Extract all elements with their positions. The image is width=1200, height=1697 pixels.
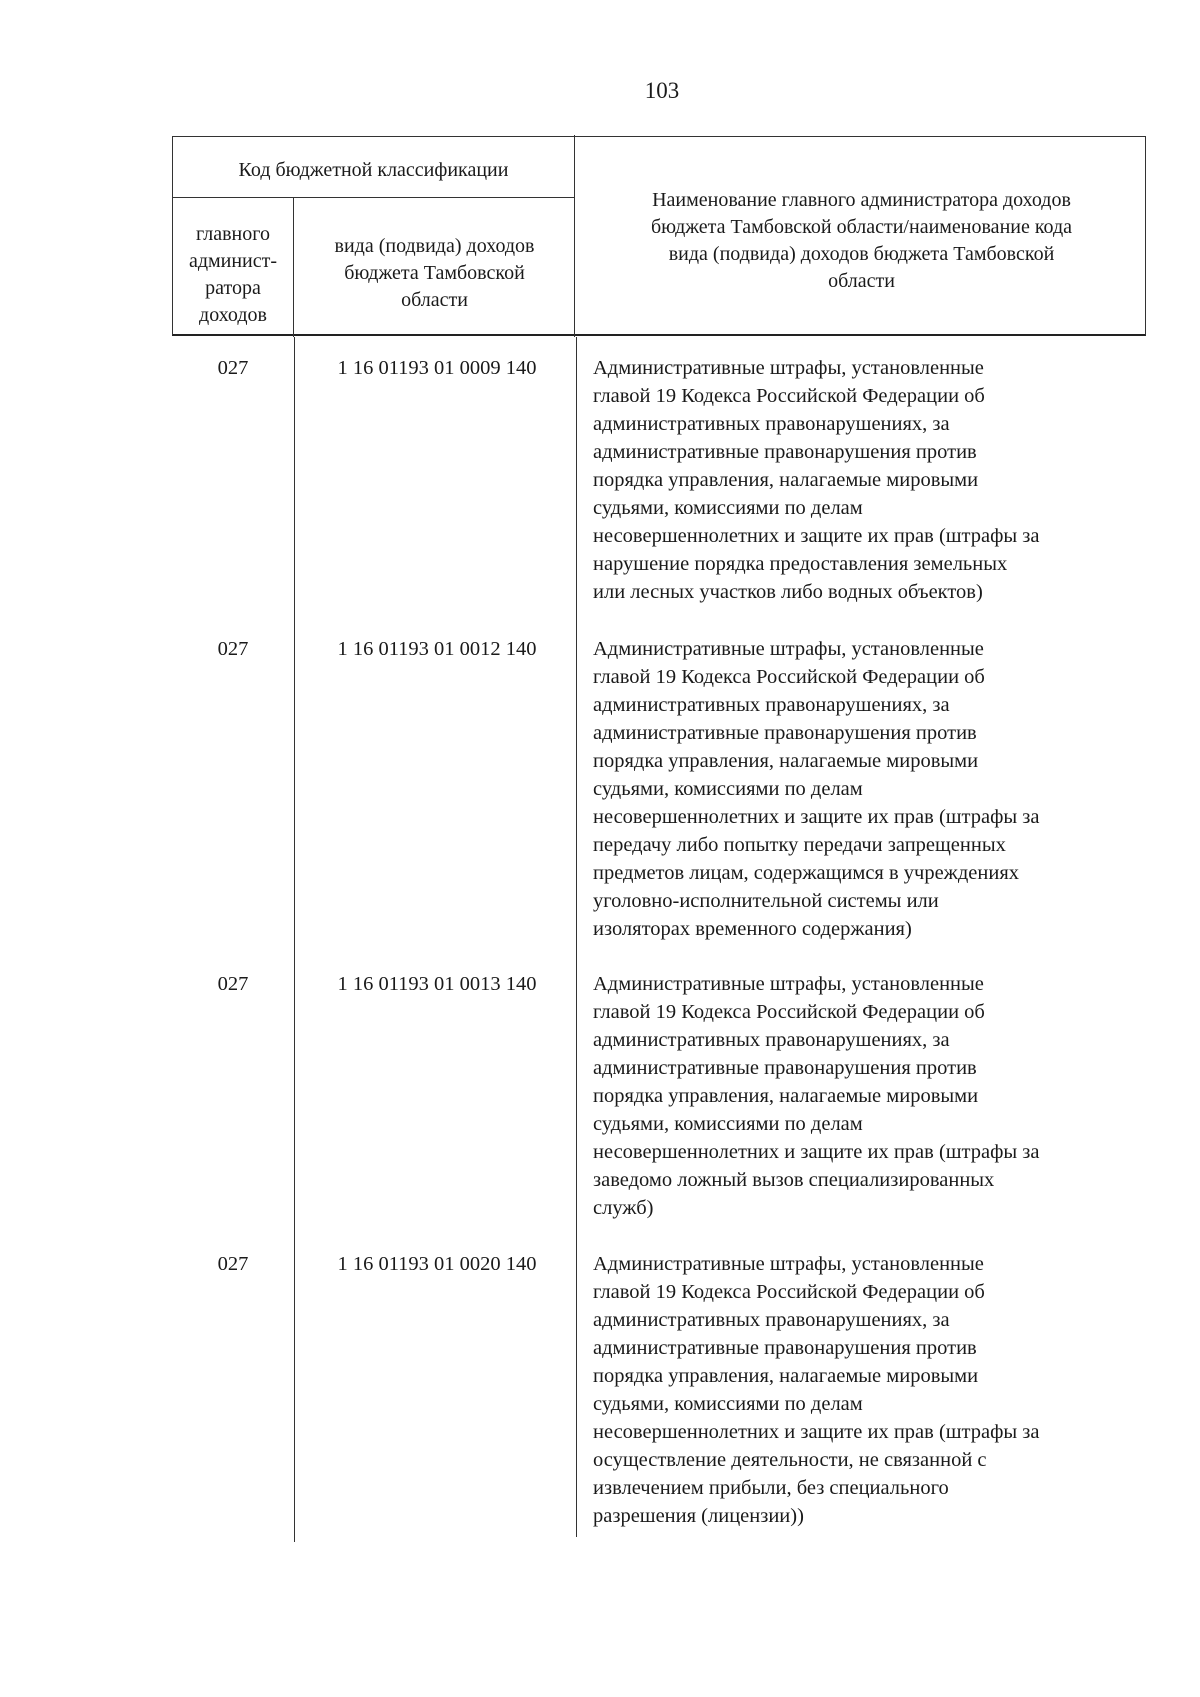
row-description: Административные штрафы, установленные главой 19 Кодекса Российской Федерации об административных правонарушениях, за административные правонарушения против порядка управления, налагаемые мировыми судьями, комиссиями по делам несовершеннолетних и защите их прав (штрафы за нарушение порядка предоставления земельных или лесных участков либо водных объектов) [593,357,1040,603]
row-admin-code: 027 [217,357,249,379]
body-divider-2 [576,337,577,1537]
header-name-col: Наименование главного администратора доходов бюджета Тамбовской области/наименование кода вида (подвида) доходов бюджета Тамбовской области [650,189,1073,292]
row-budget-code: 1 16 01193 01 0020 140 [337,1253,537,1275]
row-description: Административные штрафы, установленные главой 19 Кодекса Российской Федерации об административных правонарушениях, за административные правонарушения против порядка управления, налагаемые мировыми судьями, комиссиями по делам несовершеннолетних и защите их прав (штрафы за осуществление деятельности, не связанной с извлечением прибыли, без специального разрешения (лицензии)) [593,1253,1040,1527]
row-budget-code: 1 16 01193 01 0013 140 [337,973,537,995]
header-kind-col: вида (подвида) доходов бюджета Тамбовской области [334,235,535,311]
header-divider-col [293,197,294,337]
header-divider-sub [173,197,574,198]
header-admin-col: главного админист- ратора доходов [188,223,278,326]
row-description: Административные штрафы, установленные главой 19 Кодекса Российской Федерации об административных правонарушениях, за административные правонарушения против порядка управления, налагаемые мировыми судьями, комиссиями по делам несовершеннолетних и защите их прав (штрафы за заведомо ложный вызов специализированных служб) [593,973,1040,1219]
row-budget-code: 1 16 01193 01 0009 140 [337,357,537,379]
header-code-group: Код бюджетной классификации [238,159,509,181]
header-divider-main [574,135,575,337]
table-header [172,136,1146,336]
body-divider-1 [294,337,295,1542]
row-budget-code: 1 16 01193 01 0012 140 [337,638,537,660]
row-admin-code: 027 [217,1253,249,1275]
row-admin-code: 027 [217,638,249,660]
row-description: Административные штрафы, установленные главой 19 Кодекса Российской Федерации об административных правонарушениях, за административные правонарушения против порядка управления, налагаемые мировыми судьями, комиссиями по делам несовершеннолетних и защите их прав (штрафы за передачу либо попытку передачи запрещенных предметов лицам, содержащимся в учреждениях уголовно-исполнительной системы или изоляторах временного содержания) [593,638,1040,940]
page-number: 103 [644,78,680,103]
row-admin-code: 027 [217,973,249,995]
